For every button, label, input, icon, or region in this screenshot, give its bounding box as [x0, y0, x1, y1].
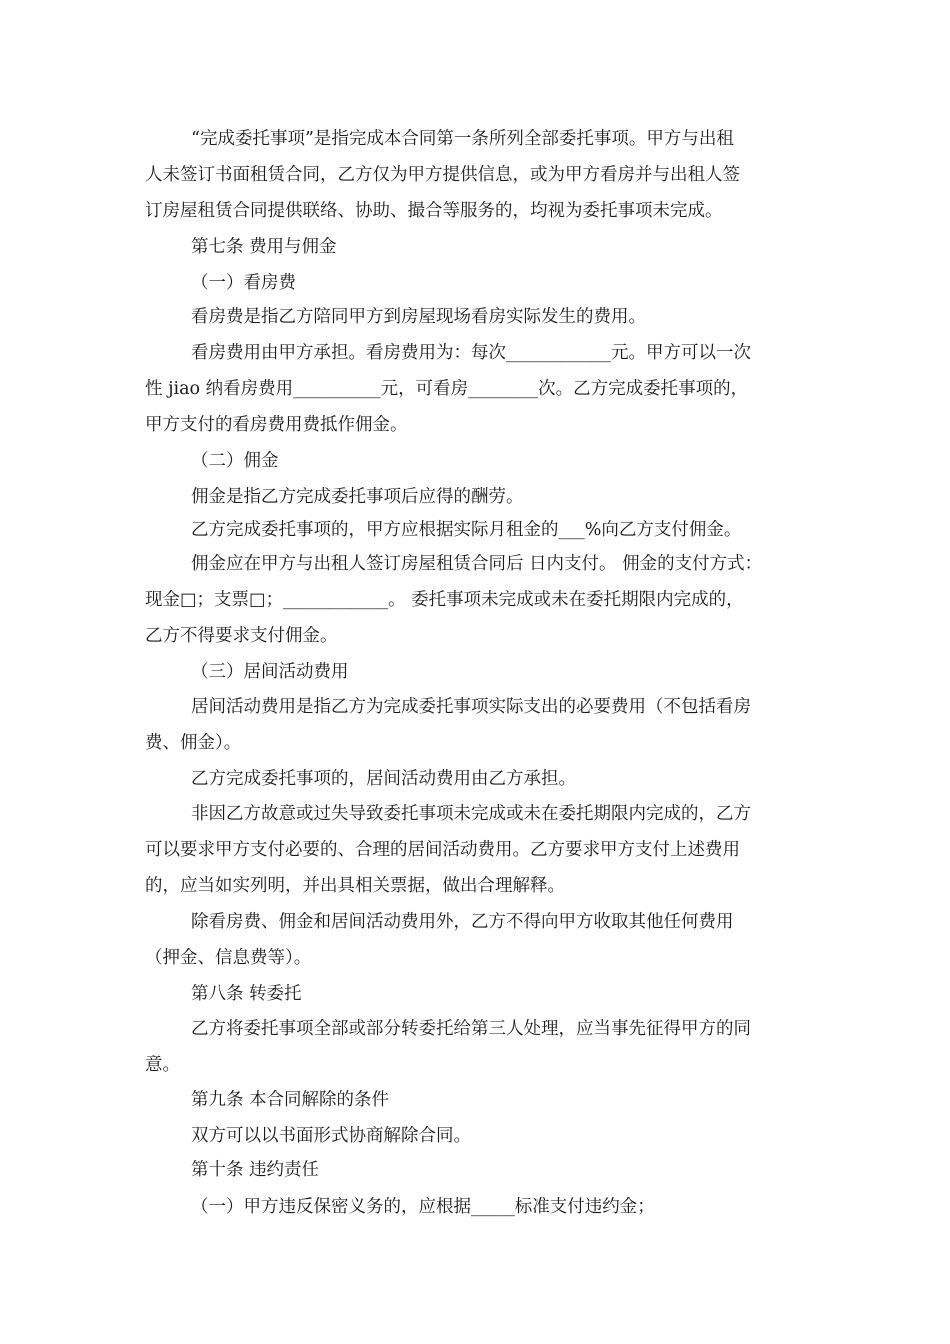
heading-text: 第十条 违约责任	[191, 1160, 320, 1180]
paragraph-termination	[145, 1118, 815, 1154]
section-heading-commission	[145, 443, 815, 479]
text-line: 费、佣金）。	[145, 733, 242, 753]
text-line: 可以要求甲方支付必要的、合理的居间活动费用。乙方要求甲方支付上述费用	[145, 840, 740, 860]
paragraph-intermediary-fee-claim	[145, 796, 815, 904]
section-heading-viewing-fee	[145, 265, 815, 301]
paragraph-viewing-fee-amount	[145, 335, 815, 443]
text-line: “完成委托事项”是指完成本合同第一条所列全部委托事项。甲方与出租	[191, 129, 734, 149]
article-heading-9	[145, 1082, 815, 1118]
text-line: 非因乙方故意或过失导致委托事项未完成或未在委托期限内完成的，乙方	[191, 804, 751, 824]
text-line: 看房费用由甲方承担。看房费用为：每次____________元。甲方可以一次	[191, 343, 751, 363]
text-line: 双方可以以书面形式协商解除合同。	[191, 1126, 471, 1146]
text-line: 居间活动费用是指乙方为完成委托事项实际支出的必要费用（不包括看房	[191, 697, 751, 717]
heading-text: （三）居间活动费用	[191, 662, 349, 682]
heading-text: 第八条 转委托	[191, 984, 302, 1004]
paragraph-intermediary-fee-bearer	[145, 761, 815, 797]
text-line: 甲方支付的看房费用费抵作佣金。	[145, 415, 408, 435]
text-line: 订房屋租赁合同提供联络、协助、撮合等服务的，均视为委托事项未完成。	[145, 201, 723, 221]
text-line: 乙方完成委托事项的，居间活动费用由乙方承担。	[191, 769, 576, 789]
paragraph-commission-payment	[145, 546, 815, 654]
text-line: 意。	[145, 1055, 180, 1075]
text-line: 乙方不得要求支付佣金。	[145, 626, 338, 646]
text-line: 佣金是指乙方完成委托事项后应得的酬劳。	[191, 487, 524, 507]
article-heading-8	[145, 976, 815, 1012]
text-line: （一）甲方违反保密义务的，应根据_____标准支付违约金；	[191, 1197, 655, 1217]
paragraph-commission-definition	[145, 479, 815, 515]
text-line: 乙方将委托事项全部或部分转委托给第三人处理，应当事先征得甲方的同	[191, 1019, 751, 1039]
paragraph-sub-delegation	[145, 1011, 815, 1083]
paragraph-viewing-fee-definition	[145, 299, 815, 335]
paragraph-intermediary-fee-definition	[145, 689, 815, 761]
text-line: 乙方完成委托事项的，甲方应根据实际月租金的___%向乙方支付佣金。	[191, 520, 742, 540]
text-line: 的，应当如实列明，并出具相关票据，做出合理解释。	[145, 876, 565, 896]
heading-text: 第七条 费用与佣金	[191, 237, 337, 257]
text-line: 佣金应在甲方与出租人签订房屋租赁合同后 日内支付。 佣金的支付方式：	[191, 554, 763, 574]
article-heading-10	[145, 1152, 815, 1188]
article-heading-7	[145, 229, 815, 265]
paragraph-breach-confidentiality	[145, 1189, 815, 1225]
text-line: 看房费是指乙方陪同甲方到房屋现场看房实际发生的费用。	[191, 307, 646, 327]
text-line: 现金□；支票□；____________。 委托事项未完成或未在委托期限内完成的，	[145, 590, 744, 610]
paragraph-completion-definition	[145, 121, 815, 229]
paragraph-commission-rate	[145, 512, 815, 548]
section-heading-intermediary-fee	[145, 654, 815, 690]
paragraph-no-other-fees	[145, 904, 815, 976]
heading-text: 第九条 本合同解除的条件	[191, 1090, 390, 1110]
text-line: 除看房费、佣金和居间活动费用外，乙方不得向甲方收取其他任何费用	[191, 912, 734, 932]
heading-text: （一）看房费	[191, 273, 296, 293]
text-line: （押金、信息费等）。	[145, 948, 312, 968]
text-line: 人未签订书面租赁合同，乙方仅为甲方提供信息，或为甲方看房并与出租人签	[145, 165, 740, 185]
heading-text: （二）佣金	[191, 451, 279, 471]
text-line: 性 jiao 纳看房费用__________元，可看房________次。乙方完成委托事项的，	[145, 379, 749, 399]
